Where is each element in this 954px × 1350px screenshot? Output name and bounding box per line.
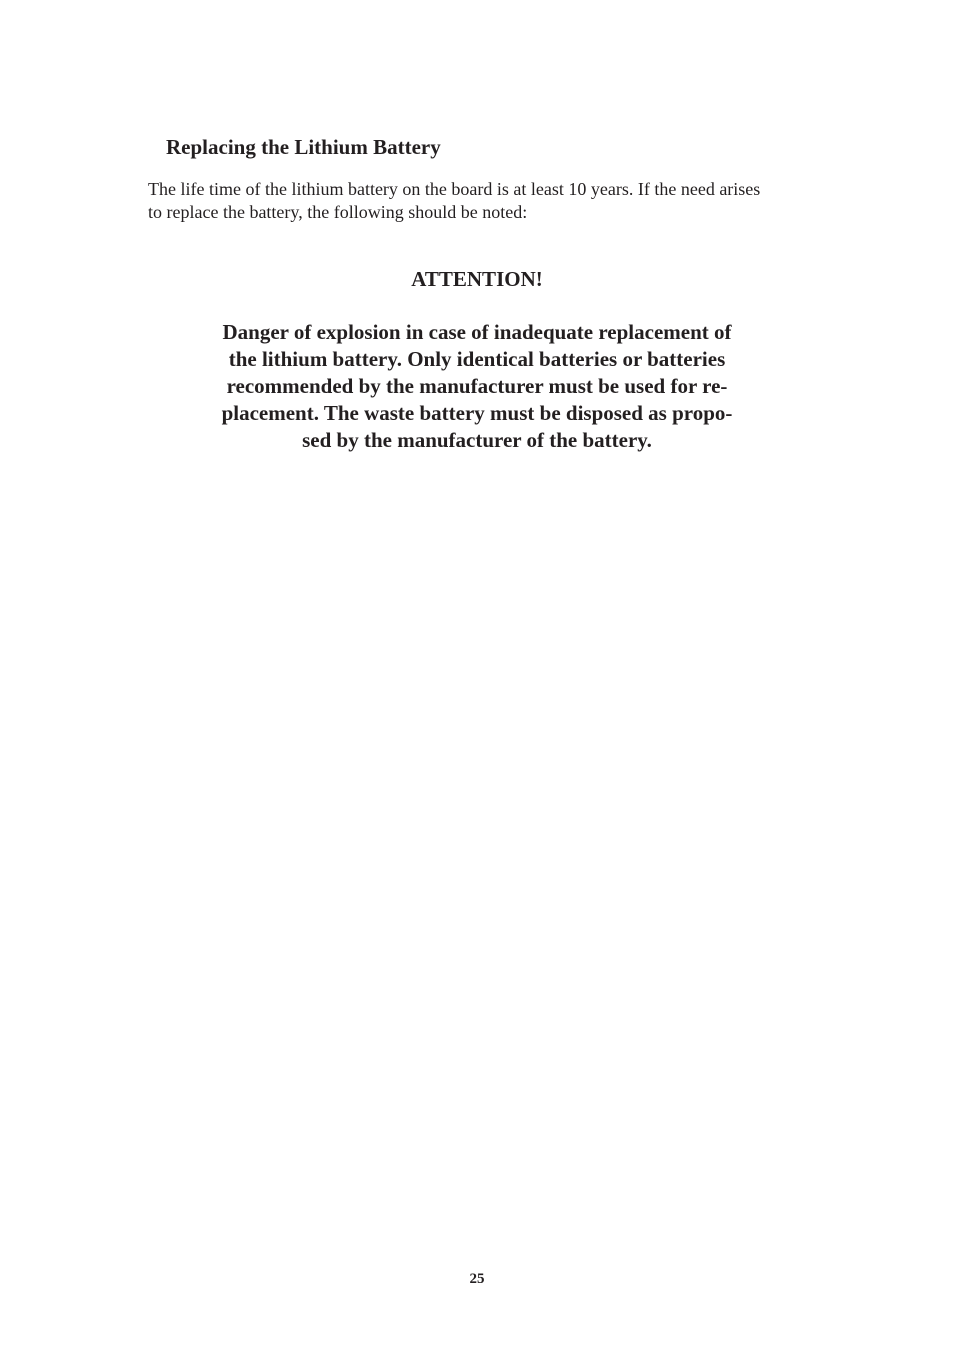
warning-line: Danger of explosion in case of inadequate replacement of [222,320,732,344]
page-number: 25 [469,1271,485,1287]
warning-paragraph [177,319,777,454]
intro-line: to replace the battery, the following should be noted: [148,202,528,222]
section-title: Replacing the Lithium Battery [166,135,441,159]
attention-heading: ATTENTION! [411,267,543,291]
warning-line: placement. The waste battery must be disposed as propo- [221,401,733,425]
intro-line: The life time of the lithium battery on the board is at least 10 years. If the need arises [148,179,761,199]
warning-line: the lithium battery. Only identical batteries or batteries [228,347,726,371]
warning-line: sed by the manufacturer of the battery. [302,428,652,452]
warning-line: recommended by the manufacturer must be used for re- [226,374,728,398]
intro-paragraph [148,178,828,224]
